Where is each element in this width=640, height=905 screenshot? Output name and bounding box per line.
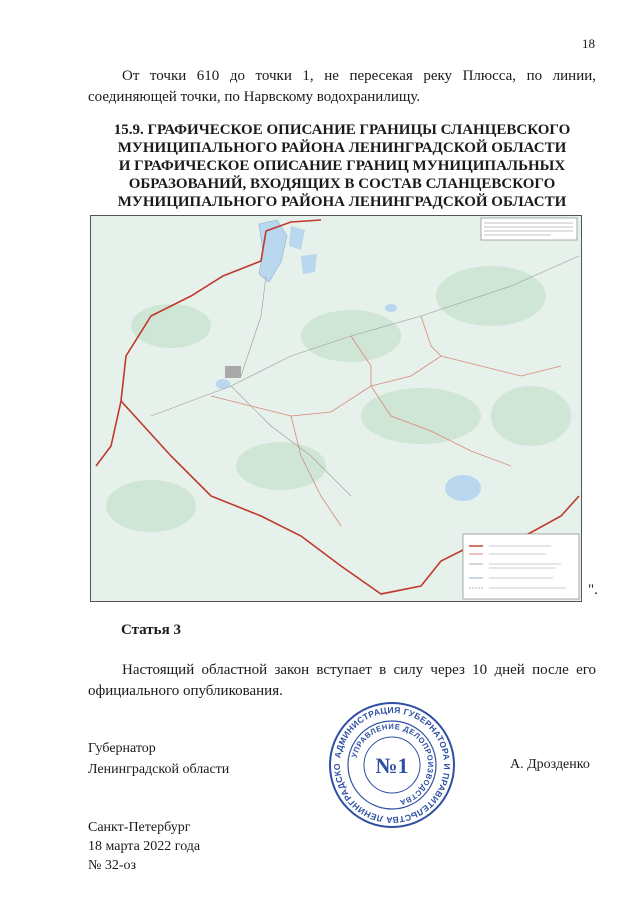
section-heading	[88, 121, 596, 211]
section-heading-line: И ГРАФИЧЕСКОЕ ОПИСАНИЕ ГРАНИЦ МУНИЦИПАЛЬНЫХ	[118, 158, 566, 174]
section-heading-line: 15.9. ГРАФИЧЕСКОЕ ОПИСАНИЕ ГРАНИЦЫ СЛАНЦЕВСКОГО	[113, 122, 571, 138]
law-number: № 32-оз	[88, 858, 137, 873]
article-text: Настоящий областной закон вступает в силу через 10 дней после его официального опубликования.	[88, 662, 596, 699]
signing-city: Санкт-Петербург	[88, 820, 191, 835]
signer-name: А. Дрозденко	[510, 757, 590, 772]
page-number: 18	[582, 36, 595, 51]
closing-quote: ".	[588, 582, 598, 598]
lake-water	[385, 304, 397, 312]
governor-title-line: Губернатор	[88, 741, 156, 756]
seal-number: №1	[375, 753, 409, 778]
signing-date: 18 марта 2022 года	[88, 839, 201, 854]
lake-water	[301, 254, 317, 274]
map-title-box	[481, 218, 577, 240]
district-boundary-map	[90, 215, 582, 602]
lake-water	[216, 379, 230, 389]
section-heading-line: ОБРАЗОВАНИЙ, ВХОДЯЩИХ В СОСТАВ СЛАНЦЕВСКОГО	[128, 176, 556, 192]
map-graphic	[91, 216, 581, 601]
governor-title-line: Ленинградской области	[88, 762, 230, 777]
lake-water	[445, 475, 481, 501]
section-heading-line: МУНИЦИПАЛЬНОГО РАЙОНА ЛЕНИНГРАДСКОЙ ОБЛАСТИ	[117, 140, 567, 156]
seal-ring-text: АДМИНИСТРАЦИЯ ГУБЕРНАТОРА И ПРАВИТЕЛЬСТВА ЛЕНИНГРАДСКО	[331, 704, 453, 826]
seal-graphic	[327, 700, 457, 830]
map-legend-box	[463, 534, 579, 599]
town-marker	[225, 366, 241, 378]
article-title: Статья 3	[121, 622, 181, 638]
intro-paragraph: От точки 610 до точки 1, не пересекая реку Плюсса, по линии, соединяющей точки, по Нарвскому водохранилищу.	[88, 68, 596, 105]
governor-title	[88, 738, 229, 780]
seal-inner-text: УПРАВЛЕНИЕ ДЕЛОПРОИЗВОДСТВА	[349, 721, 436, 808]
signing-place	[88, 818, 200, 875]
section-heading-line: МУНИЦИПАЛЬНОГО РАЙОНА ЛЕНИНГРАДСКОЙ ОБЛАСТИ	[117, 194, 567, 210]
official-seal	[327, 700, 457, 830]
